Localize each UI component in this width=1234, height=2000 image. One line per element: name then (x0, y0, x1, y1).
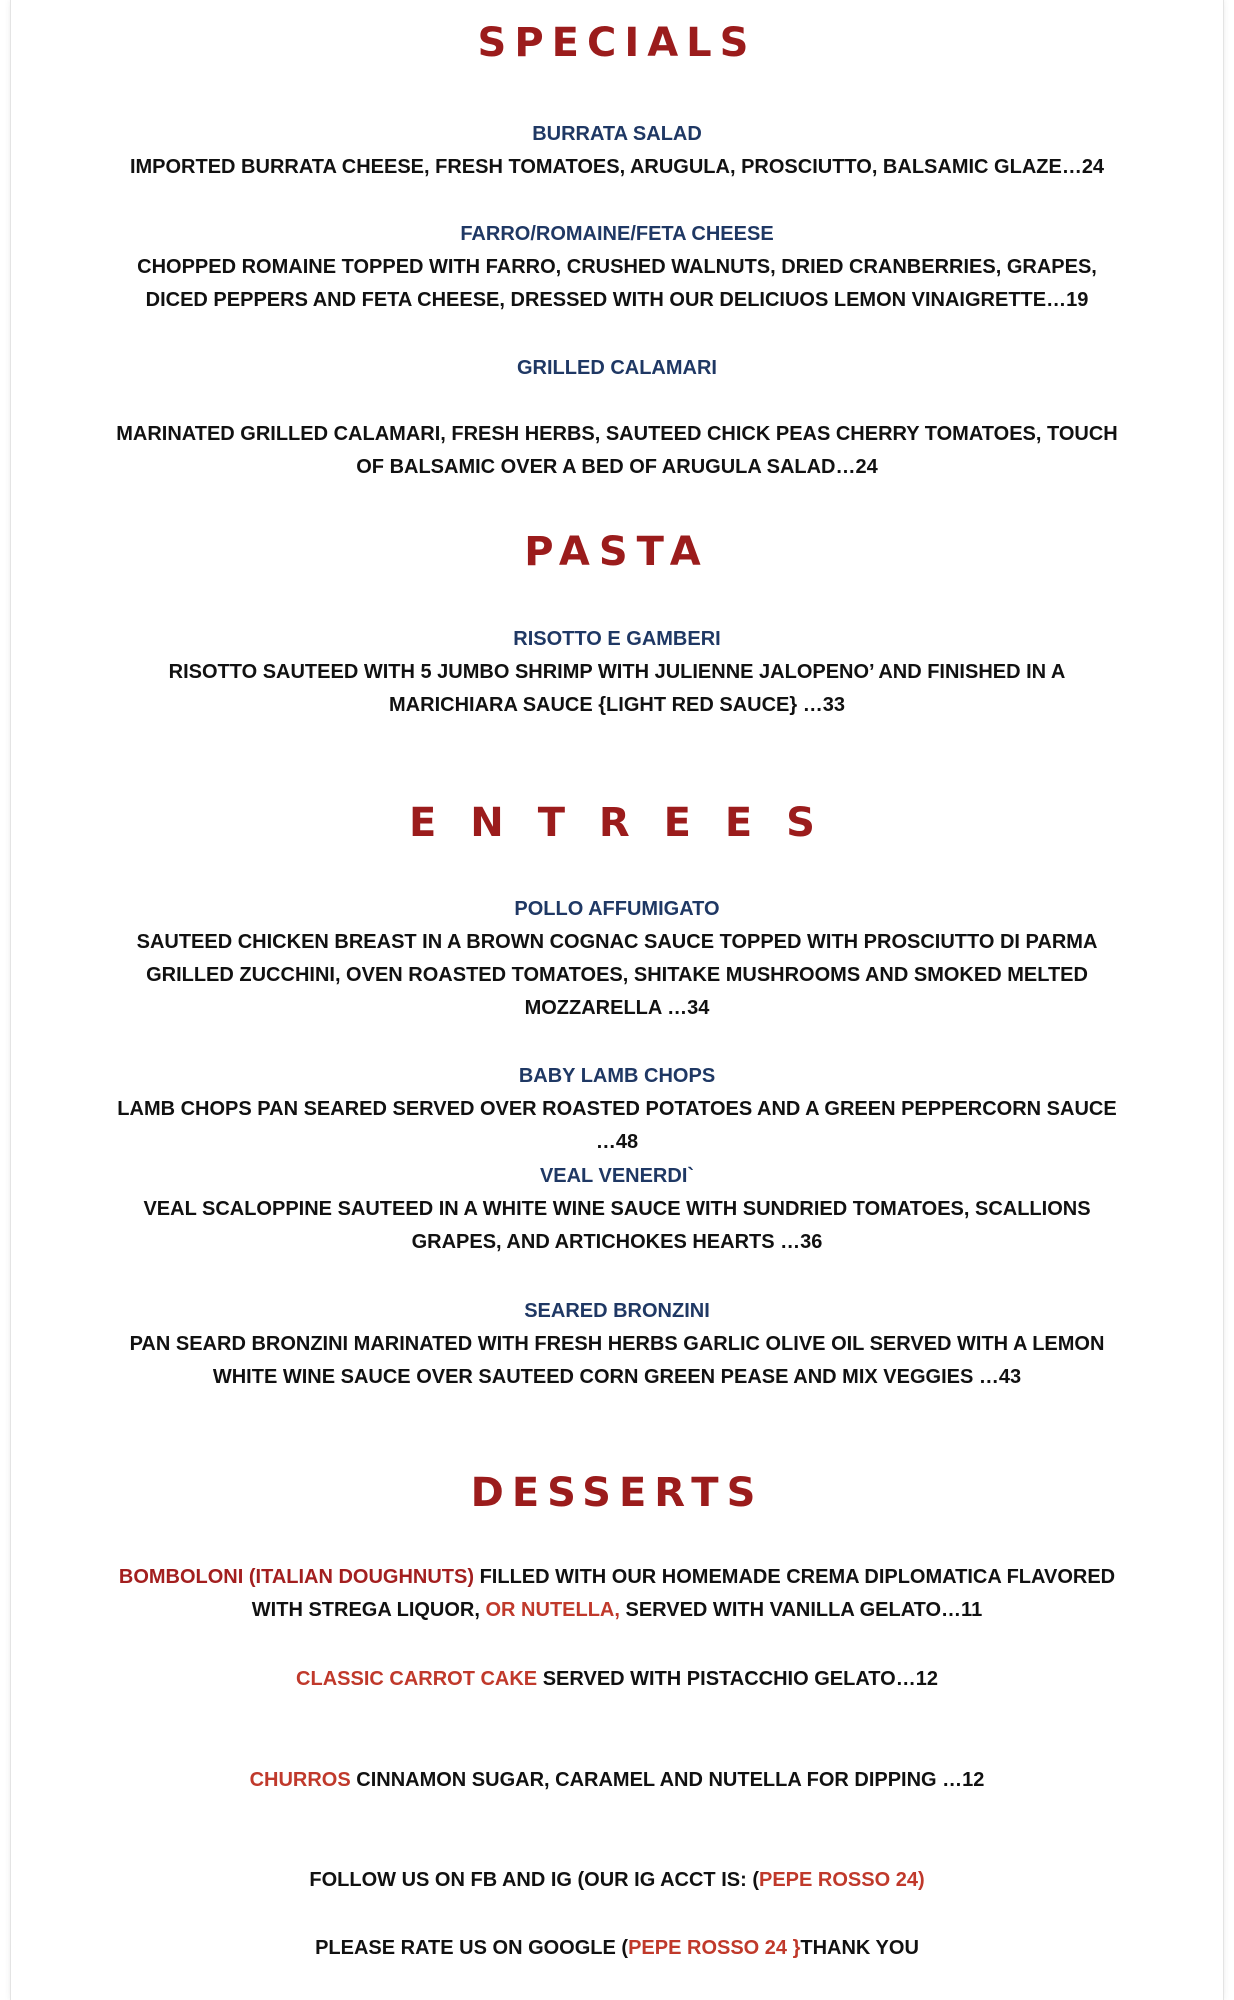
dessert-bomboloni (106, 1561, 1128, 1627)
item-name-grilled-calamari: GRILLED CALAMARI (517, 357, 717, 379)
footer-rate-end: THANK YOU (800, 1937, 919, 1959)
item-desc-seared-bronzini: PAN SEARD BRONZINI MARINATED WITH FRESH HERBS GARLIC OLIVE OIL SERVED WITH A LEMON WHITE WINE SAUCE OVER SAUTEED CORN GREEN PEASE AND MIX VEGGIES …43 (129, 1333, 1105, 1388)
footer-follow-text: FOLLOW US ON FB AND IG (OUR IG ACCT IS: ( (309, 1869, 759, 1891)
item-desc-risotto-e-gamberi: RISOTTO SAUTEED WITH 5 JUMBO SHRIMP WITH JULIENNE JALOPENO’ AND FINISHED IN A MARICHIARA SAUCE {LIGHT RED SAUCE} …33 (168, 661, 1066, 716)
footer-rate (106, 1932, 1128, 1965)
item-name-veal-venerdi: VEAL VENERDI` (539, 1165, 695, 1187)
item-name-pollo-affumigato: POLLO AFFUMIGATO (514, 898, 720, 920)
dessert-name-churros: CHURROS (249, 1769, 351, 1791)
dessert-desc-bomboloni-end: SERVED WITH VANILLA GELATO…11 (619, 1599, 983, 1621)
footer-follow (106, 1864, 1128, 1897)
section-title-desserts: DESSERTS (470, 1470, 764, 1516)
item-desc-baby-lamb-chops: LAMB CHOPS PAN SEARED SERVED OVER ROASTED POTATOES AND A GREEN PEPPERCORN SAUCE …48 (117, 1098, 1117, 1153)
dessert-desc-churros: CINNAMON SUGAR, CARAMEL AND NUTELLA FOR DIPPING …12 (350, 1769, 985, 1791)
dessert-carrot-cake (106, 1663, 1128, 1696)
item-name-farro-romaine-feta: FARRO/ROMAINE/FETA CHEESE (460, 223, 774, 245)
menu-page (10, 0, 1224, 2000)
section-title-entrees: E N T R E E S (409, 800, 825, 846)
dessert-name-bomboloni: BOMBOLONI (ITALIAN DOUGHNUTS) (118, 1566, 475, 1588)
item-name-baby-lamb-chops: BABY LAMB CHOPS (518, 1065, 716, 1087)
dessert-churros (106, 1764, 1128, 1797)
dessert-desc-bomboloni: FILLED WITH OUR HOMEMADE CREMA DIPLOMATICA FLAVORED WITH STREGA LIQUOR, (251, 1566, 1116, 1621)
dessert-name-carrot-cake: CLASSIC CARROT CAKE (296, 1668, 538, 1690)
item-name-risotto-e-gamberi: RISOTTO E GAMBERI (513, 628, 721, 650)
dessert-option-nutella: OR NUTELLA, (485, 1599, 620, 1621)
item-desc-burrata-salad: IMPORTED BURRATA CHEESE, FRESH TOMATOES, ARUGULA, PROSCIUTTO, BALSAMIC GLAZE…24 (129, 156, 1105, 178)
item-desc-veal-venerdi: VEAL SCALOPPINE SAUTEED IN A WHITE WINE SAUCE WITH SUNDRIED TOMATOES, SCALLIONS GRAPES, AND ARTICHOKES HEARTS …36 (143, 1198, 1091, 1253)
item-name-burrata-salad: BURRATA SALAD (532, 123, 702, 145)
item-desc-farro-romaine-feta: CHOPPED ROMAINE TOPPED WITH FARRO, CRUSHED WALNUTS, DRIED CRANBERRIES, GRAPES, DICED PEPPERS AND FETA CHEESE, DRESSED WITH OUR DELICIUOS LEMON VINAIGRETTE…19 (137, 256, 1097, 311)
footer-follow-handle: PEPE ROSSO 24) (758, 1869, 925, 1891)
section-title-pasta: PASTA (524, 529, 710, 575)
item-desc-pollo-affumigato: SAUTEED CHICKEN BREAST IN A BROWN COGNAC SAUCE TOPPED WITH PROSCIUTTO DI PARMA GRILLED ZUCCHINI, OVEN ROASTED TOMATOES, SHITAKE MUSHROOMS AND SMOKED MELTED MOZZARELLA …34 (136, 931, 1098, 1019)
item-desc-grilled-calamari: MARINATED GRILLED CALAMARI, FRESH HERBS, SAUTEED CHICK PEAS CHERRY TOMATOES, TOUCH OF BALSAMIC OVER A BED OF ARUGULA SALAD…24 (116, 423, 1118, 478)
item-name-seared-bronzini: SEARED BRONZINI (524, 1300, 710, 1322)
footer-rate-handle: PEPE ROSSO 24 } (628, 1937, 801, 1959)
dessert-desc-carrot-cake: SERVED WITH PISTACCHIO GELATO…12 (537, 1668, 938, 1690)
footer-rate-text: PLEASE RATE US ON GOOGLE ( (315, 1937, 629, 1959)
section-title-specials: SPECIALS (477, 20, 757, 66)
